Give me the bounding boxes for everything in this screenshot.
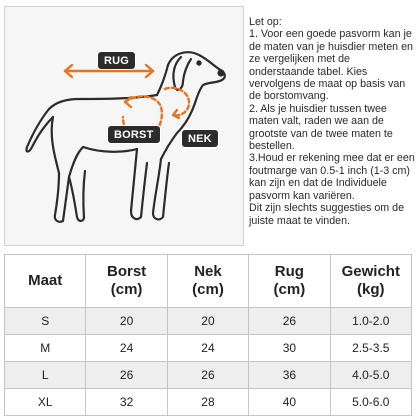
cell-back: 26 xyxy=(249,308,330,335)
notes-line: foutmarge van 0.5-1 inch (1-3 cm) xyxy=(249,164,410,177)
cell-neck: 26 xyxy=(167,362,248,389)
chest-label: BORST xyxy=(107,125,161,144)
notes-line: de maten van je huisdier meten en xyxy=(249,40,413,53)
notes-line: vervolgens de maat op basis van xyxy=(249,78,406,91)
notes-line: 3.Houd er rekening mee dat er een xyxy=(249,152,415,165)
notes-line: maten valt, raden we aan de xyxy=(249,115,384,128)
notes-line: de borstomvang. xyxy=(249,90,329,103)
neck-label: NEK xyxy=(181,129,219,148)
cell-neck: 24 xyxy=(167,335,248,362)
notes-line: 2. Als je huisdier tussen twee xyxy=(249,102,387,115)
cell-chest: 24 xyxy=(86,335,167,362)
size-diagram-panel xyxy=(4,6,244,246)
cell-size: XL xyxy=(5,389,86,416)
table-row xyxy=(5,389,412,416)
cell-back: 36 xyxy=(249,362,330,389)
notes-line: Let op: xyxy=(249,16,282,28)
header-back: Rug (cm) xyxy=(249,255,330,308)
notes-line: Dit zijn slechts suggesties om de xyxy=(249,202,405,215)
cell-back: 40 xyxy=(249,389,330,416)
size-table xyxy=(4,254,412,416)
table-row xyxy=(5,308,412,335)
cell-weight: 4.0-5.0 xyxy=(330,362,411,389)
table-header-row xyxy=(5,255,412,308)
cell-chest: 20 xyxy=(86,308,167,335)
notes-line: grootste van de twee maten te xyxy=(249,127,393,140)
table-row xyxy=(5,335,412,362)
cell-neck: 28 xyxy=(167,389,248,416)
notes-line: juiste maat te vinden. xyxy=(249,214,350,227)
table-row xyxy=(5,362,412,389)
cell-chest: 32 xyxy=(86,389,167,416)
notes-line: bestellen. xyxy=(249,140,295,153)
notes-line: onderstaande tabel. Kies xyxy=(249,65,368,78)
cell-size: L xyxy=(5,362,86,389)
sizing-notes xyxy=(249,16,415,227)
cell-weight: 5.0-6.0 xyxy=(330,389,411,416)
header-neck: Nek (cm) xyxy=(167,255,248,308)
cell-chest: 26 xyxy=(86,362,167,389)
cell-weight: 2.5-3.5 xyxy=(330,335,411,362)
cell-size: M xyxy=(5,335,86,362)
header-weight: Gewicht (kg) xyxy=(330,255,411,308)
cell-size: S xyxy=(5,308,86,335)
notes-line: kan zijn en dat de Individuele xyxy=(249,177,387,190)
cell-weight: 1.0-2.0 xyxy=(330,308,411,335)
back-label: RUG xyxy=(97,51,136,70)
cell-back: 30 xyxy=(249,335,330,362)
notes-line: pasvorm kan variëren. xyxy=(249,189,355,202)
notes-line: ze vergelijken met de xyxy=(249,53,350,66)
header-size: Maat xyxy=(5,255,86,308)
header-chest: Borst (cm) xyxy=(86,255,167,308)
cell-neck: 20 xyxy=(167,308,248,335)
notes-line: 1. Voor een goede pasvorm kan je xyxy=(249,28,412,41)
size-table-container xyxy=(4,254,412,412)
